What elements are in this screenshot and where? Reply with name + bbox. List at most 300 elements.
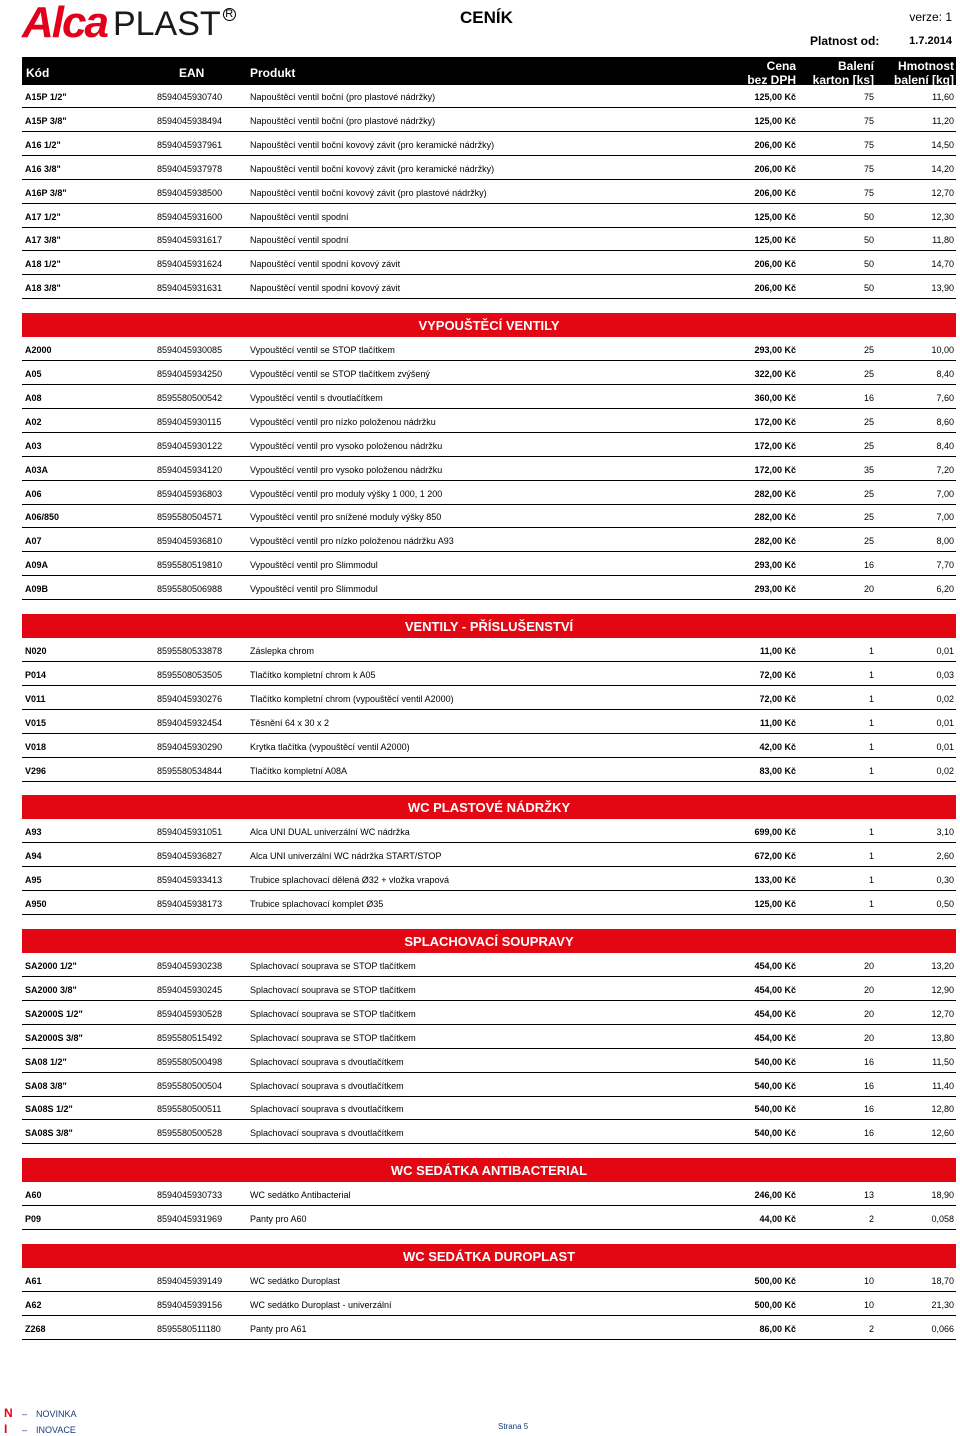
cell-baleni: 1 bbox=[868, 693, 874, 704]
cell-cena: 540,00 Kč bbox=[754, 1080, 796, 1091]
cell-produkt: Splachovací souprava s dvoutlačítkem bbox=[250, 1128, 404, 1139]
cell-ean: 8594045939149 bbox=[157, 1276, 223, 1286]
cell-baleni: 20 bbox=[863, 584, 874, 595]
table-row bbox=[22, 712, 956, 734]
table-row bbox=[22, 821, 956, 843]
col-cena: Cena bbox=[766, 59, 796, 73]
table-row bbox=[22, 1122, 956, 1144]
table-row bbox=[22, 387, 956, 409]
cell-cena: 500,00 Kč bbox=[754, 1299, 796, 1310]
cell-cena: 454,00 Kč bbox=[754, 1008, 796, 1019]
cell-ean: 8595580506988 bbox=[157, 584, 223, 595]
cell-produkt: Vypouštěcí ventil pro Slimmodul bbox=[250, 584, 378, 595]
cell-hmotnost: 11,40 bbox=[932, 1080, 954, 1091]
cell-produkt: Vypouštěcí ventil s dvoutlačítkem bbox=[250, 392, 383, 403]
col-baleni: Balení bbox=[837, 59, 874, 73]
cell-kod: A60 bbox=[25, 1190, 42, 1201]
table-row bbox=[22, 339, 956, 361]
cell-baleni: 1 bbox=[868, 875, 874, 886]
cell-hmotnost: 3,10 bbox=[936, 827, 954, 838]
cell-hmotnost: 0,058 bbox=[931, 1214, 954, 1225]
cell-hmotnost: 0,02 bbox=[936, 765, 954, 776]
table-row bbox=[22, 736, 956, 758]
table-row bbox=[22, 554, 956, 576]
cell-hmotnost: 8,40 bbox=[936, 440, 954, 451]
table-row bbox=[22, 1027, 956, 1049]
cell-baleni: 75 bbox=[863, 115, 874, 126]
section-header: VYPOUŠTĚCÍ VENTILY bbox=[22, 313, 956, 337]
cell-produkt: Vypouštěcí ventil pro nízko položenou nádržku bbox=[250, 416, 436, 427]
cell-cena: 11,00 Kč bbox=[759, 717, 796, 728]
cell-ean: 8594045931969 bbox=[157, 1214, 223, 1225]
cell-produkt: WC sedátko Duroplast bbox=[250, 1276, 341, 1286]
cell-kod: A06 bbox=[25, 488, 42, 499]
cell-cena: 293,00 Kč bbox=[754, 584, 796, 595]
cell-ean: 8594045930122 bbox=[157, 440, 223, 451]
alcaplast-logo bbox=[22, 0, 236, 47]
cell-baleni: 75 bbox=[863, 187, 874, 198]
cell-baleni: 50 bbox=[863, 283, 874, 294]
table-row bbox=[22, 158, 956, 180]
cell-hmotnost: 7,00 bbox=[936, 512, 954, 523]
cell-kod: A08 bbox=[25, 392, 42, 403]
cell-kod: A18 3/8" bbox=[25, 283, 61, 294]
cell-ean: 8594045930290 bbox=[157, 741, 223, 752]
cell-ean: 8595580500498 bbox=[157, 1056, 223, 1067]
table-row bbox=[22, 1075, 956, 1097]
cell-ean: 8594045937961 bbox=[157, 139, 223, 150]
cell-ean: 8594045933413 bbox=[157, 875, 223, 886]
col-baleni-sub: karton [ks] bbox=[812, 73, 874, 87]
cell-cena: 72,00 Kč bbox=[759, 693, 796, 704]
cell-cena: 206,00 Kč bbox=[754, 187, 796, 198]
cell-produkt: Vypouštěcí ventil se STOP tlačítkem zvýšený bbox=[250, 369, 430, 379]
cell-kod: A07 bbox=[25, 536, 42, 547]
cell-baleni: 25 bbox=[863, 369, 874, 379]
cell-baleni: 1 bbox=[868, 646, 874, 656]
cell-ean: 8595580500511 bbox=[157, 1104, 222, 1115]
cell-cena: 454,00 Kč bbox=[754, 961, 796, 971]
cell-baleni: 13 bbox=[863, 1190, 874, 1201]
cell-kod: A94 bbox=[25, 851, 42, 862]
cell-hmotnost: 21,30 bbox=[931, 1299, 954, 1310]
cell-produkt: Vypouštěcí ventil pro vysoko položenou nádržku bbox=[250, 464, 443, 475]
cell-kod: V015 bbox=[25, 717, 47, 728]
cell-kod: SA08S 1/2" bbox=[25, 1104, 73, 1115]
cell-cena: 125,00 Kč bbox=[754, 211, 796, 222]
cell-kod: SA2000S 1/2" bbox=[25, 1008, 83, 1019]
cell-cena: 42,00 Kč bbox=[759, 741, 796, 752]
cell-kod: V018 bbox=[25, 741, 47, 752]
cell-kod: A09B bbox=[25, 584, 49, 595]
cell-produkt: Alca UNI DUAL univerzální WC nádržka bbox=[250, 827, 410, 838]
legend-item bbox=[4, 1422, 76, 1436]
cell-ean: 8594045938500 bbox=[157, 187, 223, 198]
cell-produkt: Tlačítko kompletní chrom k A05 bbox=[250, 669, 376, 680]
cell-cena: 672,00 Kč bbox=[754, 851, 796, 862]
cell-hmotnost: 7,60 bbox=[936, 392, 954, 403]
cell-kod: SA2000 1/2" bbox=[25, 961, 77, 971]
cell-kod: A03A bbox=[25, 464, 49, 475]
cell-ean: 8595580533878 bbox=[157, 646, 223, 656]
cell-kod: A18 1/2" bbox=[25, 259, 61, 270]
cell-hmotnost: 11,50 bbox=[932, 1056, 954, 1067]
cell-produkt: Vypouštěcí ventil pro nízko položenou nádržku A93 bbox=[250, 536, 454, 547]
cell-produkt: Napouštěcí ventil spodní bbox=[250, 235, 349, 246]
table-row bbox=[22, 1184, 956, 1206]
cell-hmotnost: 12,90 bbox=[931, 984, 954, 995]
legend-item bbox=[4, 1406, 77, 1420]
cell-kod: P014 bbox=[25, 669, 47, 680]
cell-produkt: Splachovací souprava se STOP tlačítkem bbox=[250, 1032, 416, 1043]
cell-hmotnost: 14,20 bbox=[931, 163, 954, 174]
cell-baleni: 16 bbox=[863, 1104, 874, 1115]
cell-hmotnost: 6,20 bbox=[936, 584, 954, 595]
cell-produkt: Napouštěcí ventil boční (pro plastové nádržky) bbox=[250, 92, 436, 102]
table-row bbox=[22, 845, 956, 867]
table-row bbox=[22, 182, 956, 204]
cell-produkt: Trubice splachovací komplet Ø35 bbox=[250, 899, 384, 910]
cell-baleni: 1 bbox=[868, 669, 874, 680]
cell-hmotnost: 0,02 bbox=[936, 693, 954, 704]
cell-ean: 8594045930740 bbox=[157, 92, 223, 102]
cell-kod: A16P 3/8" bbox=[25, 187, 67, 198]
cell-ean: 8595580500528 bbox=[157, 1128, 223, 1139]
table-row bbox=[22, 506, 956, 528]
cell-kod: Z268 bbox=[25, 1323, 46, 1334]
cell-hmotnost: 13,20 bbox=[931, 961, 954, 971]
legend-mark: N bbox=[4, 1406, 13, 1420]
col-cena-sub: bez DPH bbox=[747, 73, 796, 87]
cell-produkt: Splachovací souprava se STOP tlačítkem bbox=[250, 984, 416, 995]
cell-kod: SA08 3/8" bbox=[25, 1080, 67, 1091]
cell-kod: SA2000S 3/8" bbox=[25, 1032, 83, 1043]
cell-cena: 125,00 Kč bbox=[754, 115, 796, 126]
cell-hmotnost: 7,00 bbox=[936, 488, 954, 499]
cell-produkt: Splachovací souprava s dvoutlačítkem bbox=[250, 1104, 404, 1115]
cell-hmotnost: 2,60 bbox=[936, 851, 954, 862]
cell-kod: A16 1/2" bbox=[25, 139, 61, 150]
cell-hmotnost: 7,20 bbox=[936, 464, 954, 475]
table-row bbox=[22, 979, 956, 1001]
cell-hmotnost: 0,03 bbox=[936, 669, 954, 680]
section-header: WC SEDÁTKA DUROPLAST bbox=[22, 1244, 956, 1268]
cell-baleni: 16 bbox=[863, 1128, 874, 1139]
cell-produkt: Napouštěcí ventil boční (pro plastové nádržky) bbox=[250, 115, 436, 126]
table-row bbox=[22, 229, 956, 251]
cell-hmotnost: 18,90 bbox=[931, 1190, 954, 1201]
table-row bbox=[22, 206, 956, 228]
cell-baleni: 25 bbox=[863, 345, 874, 356]
cell-produkt: Napouštěcí ventil spodní kovový závit bbox=[250, 259, 401, 270]
cell-ean: 8595580534844 bbox=[157, 765, 223, 776]
table-row bbox=[22, 459, 956, 481]
cell-cena: 540,00 Kč bbox=[754, 1104, 796, 1115]
cell-cena: 246,00 Kč bbox=[754, 1190, 796, 1201]
legend-mark: I bbox=[4, 1422, 8, 1436]
table-row bbox=[22, 1208, 956, 1230]
cell-produkt: Těsnění 64 x 30 x 2 bbox=[250, 717, 330, 728]
cell-kod: A62 bbox=[25, 1299, 42, 1310]
cell-kod: A15P 1/2" bbox=[25, 92, 67, 102]
cell-cena: 454,00 Kč bbox=[754, 1032, 796, 1043]
col-hmotnost: Hmotnost bbox=[898, 59, 954, 73]
cell-cena: 699,00 Kč bbox=[754, 827, 796, 838]
cell-hmotnost: 0,50 bbox=[936, 899, 954, 910]
cell-produkt: Vypouštěcí ventil pro vysoko položenou nádržku bbox=[250, 440, 443, 451]
cell-hmotnost: 7,70 bbox=[936, 560, 954, 571]
cell-kod: A95 bbox=[25, 875, 42, 886]
validity-date: 1.7.2014 bbox=[909, 35, 952, 47]
cell-ean: 8594045936803 bbox=[157, 488, 223, 499]
cell-baleni: 1 bbox=[868, 741, 874, 752]
cell-hmotnost: 0,01 bbox=[936, 717, 954, 728]
table-row bbox=[22, 1098, 956, 1120]
cell-hmotnost: 0,30 bbox=[936, 875, 954, 886]
cell-baleni: 50 bbox=[863, 235, 874, 246]
cell-produkt: Napouštěcí ventil spodní bbox=[250, 211, 349, 222]
cell-hmotnost: 8,60 bbox=[936, 416, 954, 427]
cell-baleni: 20 bbox=[863, 961, 874, 971]
cell-ean: 8594045930245 bbox=[157, 984, 223, 995]
cell-cena: 125,00 Kč bbox=[754, 899, 796, 910]
section-header: SPLACHOVACÍ SOUPRAVY bbox=[22, 929, 956, 953]
cell-ean: 8594045931600 bbox=[157, 211, 223, 222]
cell-baleni: 1 bbox=[868, 827, 874, 838]
cell-cena: 206,00 Kč bbox=[754, 139, 796, 150]
cell-ean: 8594045931631 bbox=[157, 283, 223, 294]
cell-produkt: Napouštěcí ventil boční kovový závit (pro plastové nádržky) bbox=[250, 187, 487, 198]
cell-baleni: 50 bbox=[863, 259, 874, 270]
table-row bbox=[22, 1318, 956, 1340]
cell-cena: 125,00 Kč bbox=[754, 92, 796, 102]
table-row bbox=[22, 664, 956, 686]
cell-hmotnost: 13,90 bbox=[931, 283, 954, 294]
cell-produkt: Alca UNI univerzální WC nádržka START/STOP bbox=[250, 851, 442, 862]
cell-ean: 8595580504571 bbox=[157, 512, 223, 523]
col-produkt: Produkt bbox=[250, 66, 296, 80]
cell-ean: 8595508053505 bbox=[157, 669, 223, 680]
logo-word-plast: PLAST bbox=[112, 5, 221, 43]
cell-cena: 206,00 Kč bbox=[754, 163, 796, 174]
cell-kod: A2000 bbox=[25, 345, 52, 356]
table-row bbox=[22, 1003, 956, 1025]
cell-kod: A17 3/8" bbox=[25, 235, 61, 246]
cell-kod: V011 bbox=[25, 693, 46, 704]
cell-produkt: Splachovací souprava se STOP tlačítkem bbox=[250, 1008, 416, 1019]
cell-baleni: 20 bbox=[863, 984, 874, 995]
cell-baleni: 25 bbox=[863, 536, 874, 547]
cell-ean: 8594045930733 bbox=[157, 1190, 223, 1201]
cell-cena: 133,00 Kč bbox=[754, 875, 796, 886]
col-hmotnost-sub: balení [kg] bbox=[893, 73, 954, 87]
cell-cena: 206,00 Kč bbox=[754, 283, 796, 294]
table-row bbox=[22, 363, 956, 385]
table-row bbox=[22, 893, 956, 915]
cell-cena: 72,00 Kč bbox=[759, 669, 796, 680]
cell-cena: 500,00 Kč bbox=[754, 1276, 796, 1286]
cell-ean: 8594045936827 bbox=[157, 851, 223, 862]
cell-ean: 8595580515492 bbox=[157, 1032, 223, 1043]
cell-cena: 282,00 Kč bbox=[754, 488, 796, 499]
cell-kod: N020 bbox=[25, 646, 47, 656]
cell-kod: A02 bbox=[25, 416, 42, 427]
cell-kod: A15P 3/8" bbox=[25, 115, 67, 126]
cell-kod: A16 3/8" bbox=[25, 163, 61, 174]
cell-baleni: 16 bbox=[863, 392, 874, 403]
cell-ean: 8595580500542 bbox=[157, 392, 223, 403]
legend-text: INOVACE bbox=[36, 1425, 76, 1435]
table-row bbox=[22, 134, 956, 156]
cell-hmotnost: 8,40 bbox=[936, 369, 954, 379]
cell-cena: 11,00 Kč bbox=[759, 646, 796, 656]
cell-cena: 540,00 Kč bbox=[754, 1056, 796, 1067]
cell-baleni: 75 bbox=[863, 163, 874, 174]
validity-label: Platnost od: bbox=[810, 34, 880, 48]
cell-hmotnost: 12,70 bbox=[931, 187, 954, 198]
table-row bbox=[22, 110, 956, 132]
table-row bbox=[22, 277, 956, 299]
cell-baleni: 25 bbox=[863, 416, 874, 427]
cell-hmotnost: 11,20 bbox=[932, 115, 954, 126]
cell-cena: 282,00 Kč bbox=[754, 536, 796, 547]
cell-cena: 172,00 Kč bbox=[754, 440, 796, 451]
table-row bbox=[22, 530, 956, 552]
cell-kod: P09 bbox=[25, 1214, 42, 1225]
cell-produkt: Vypouštěcí ventil pro snížené moduly výšky 850 bbox=[250, 512, 442, 523]
table-row bbox=[22, 578, 956, 600]
cell-hmotnost: 10,00 bbox=[931, 345, 954, 356]
cell-ean: 8594045938173 bbox=[157, 899, 223, 910]
cell-produkt: Krytka tlačítka (vypouštěcí ventil A2000) bbox=[250, 741, 410, 752]
cell-hmotnost: 12,70 bbox=[931, 1008, 954, 1019]
cell-kod: A06/850 bbox=[25, 512, 60, 523]
cell-cena: 293,00 Kč bbox=[754, 345, 796, 356]
col-ean: EAN bbox=[179, 66, 205, 80]
cell-cena: 86,00 Kč bbox=[759, 1323, 796, 1334]
cell-produkt: Záslepka chrom bbox=[250, 646, 315, 656]
cell-hmotnost: 12,60 bbox=[931, 1128, 954, 1139]
cell-cena: 454,00 Kč bbox=[754, 984, 796, 995]
cell-ean: 8594045932454 bbox=[157, 717, 223, 728]
cell-ean: 8595580500504 bbox=[157, 1080, 223, 1091]
registered-mark: R bbox=[223, 8, 236, 21]
legend-text: NOVINKA bbox=[36, 1409, 77, 1419]
section-header: WC SEDÁTKA ANTIBACTERIAL bbox=[22, 1158, 956, 1182]
cell-produkt: Panty pro A60 bbox=[250, 1214, 307, 1225]
cell-baleni: 25 bbox=[863, 488, 874, 499]
cell-baleni: 10 bbox=[863, 1276, 874, 1286]
cell-baleni: 2 bbox=[868, 1214, 874, 1225]
cell-ean: 8594045930276 bbox=[157, 693, 223, 704]
table-row bbox=[22, 1051, 956, 1073]
cell-baleni: 25 bbox=[863, 512, 874, 523]
cell-cena: 206,00 Kč bbox=[754, 259, 796, 270]
cell-produkt: WC sedátko Duroplast - univerzální bbox=[250, 1299, 392, 1310]
table-row bbox=[22, 955, 956, 977]
table-row bbox=[22, 483, 956, 505]
table-row bbox=[22, 688, 956, 710]
cell-ean: 8594045931617 bbox=[157, 235, 223, 246]
cell-ean: 8594045930528 bbox=[157, 1008, 223, 1019]
cell-kod: A93 bbox=[25, 827, 42, 838]
cell-baleni: 25 bbox=[863, 440, 874, 451]
cell-kod: A17 1/2" bbox=[25, 211, 61, 222]
table-row bbox=[22, 435, 956, 457]
cell-kod: SA08 1/2" bbox=[25, 1056, 67, 1067]
cell-produkt: Vypouštěcí ventil pro moduly výšky 1 000, 1 200 bbox=[250, 488, 443, 499]
table-row bbox=[22, 640, 956, 662]
cell-produkt: Tlačítko kompletní chrom (vypouštěcí ventil A2000) bbox=[250, 693, 454, 704]
cell-ean: 8594045934250 bbox=[157, 369, 223, 379]
cell-ean: 8594045938494 bbox=[157, 115, 223, 126]
logo-word-alca: Alca bbox=[22, 0, 107, 47]
cell-baleni: 75 bbox=[863, 139, 874, 150]
section-header: WC PLASTOVÉ NÁDRŽKY bbox=[22, 795, 956, 819]
cell-baleni: 20 bbox=[863, 1008, 874, 1019]
cell-baleni: 16 bbox=[863, 560, 874, 571]
cell-ean: 8594045939156 bbox=[157, 1299, 223, 1310]
cell-cena: 44,00 Kč bbox=[759, 1214, 796, 1225]
section-header: VENTILY - PŘÍSLUŠENSTVÍ bbox=[22, 614, 956, 638]
cell-cena: 540,00 Kč bbox=[754, 1128, 796, 1139]
table-row bbox=[22, 411, 956, 433]
cell-ean: 8595580511180 bbox=[157, 1323, 221, 1334]
cell-ean: 8594045931624 bbox=[157, 259, 223, 270]
cell-baleni: 1 bbox=[868, 899, 874, 910]
cell-produkt: Napouštěcí ventil spodní kovový závit bbox=[250, 283, 401, 294]
cell-baleni: 10 bbox=[863, 1299, 874, 1310]
cell-produkt: WC sedátko Antibacterial bbox=[250, 1190, 351, 1201]
cell-hmotnost: 13,80 bbox=[931, 1032, 954, 1043]
cell-hmotnost: 12,80 bbox=[931, 1104, 954, 1115]
cell-cena: 172,00 Kč bbox=[754, 416, 796, 427]
cell-cena: 360,00 Kč bbox=[754, 392, 796, 403]
cell-kod: SA08S 3/8" bbox=[25, 1128, 73, 1139]
cell-ean: 8594045930085 bbox=[157, 345, 223, 356]
cell-baleni: 35 bbox=[863, 464, 874, 475]
cell-ean: 8594045931051 bbox=[157, 827, 223, 838]
table-row bbox=[22, 86, 956, 108]
table-row bbox=[22, 869, 956, 891]
cell-baleni: 1 bbox=[868, 717, 874, 728]
cell-hmotnost: 0,01 bbox=[936, 741, 954, 752]
table-row bbox=[22, 253, 956, 275]
cell-hmotnost: 14,50 bbox=[931, 139, 954, 150]
cell-kod: V296 bbox=[25, 765, 47, 776]
cell-cena: 293,00 Kč bbox=[754, 560, 796, 571]
cell-baleni: 50 bbox=[863, 211, 874, 222]
cell-baleni: 2 bbox=[868, 1323, 874, 1334]
cell-ean: 8595580519810 bbox=[157, 560, 223, 571]
version-label: verze: 1 bbox=[909, 10, 952, 24]
cell-kod: SA2000 3/8" bbox=[25, 984, 77, 995]
table-row bbox=[22, 1294, 956, 1316]
cell-kod: A09A bbox=[25, 560, 49, 571]
cell-ean: 8594045936810 bbox=[157, 536, 223, 547]
cell-produkt: Panty pro A61 bbox=[250, 1323, 307, 1334]
cell-hmotnost: 8,00 bbox=[936, 536, 954, 547]
cell-produkt: Tlačítko kompletní A08A bbox=[250, 765, 348, 776]
cell-hmotnost: 11,80 bbox=[932, 235, 954, 246]
cell-ean: 8594045937978 bbox=[157, 163, 223, 174]
cell-produkt: Vypouštěcí ventil se STOP tlačítkem bbox=[250, 345, 395, 356]
cell-kod: A61 bbox=[25, 1276, 42, 1286]
cell-produkt: Vypouštěcí ventil pro Slimmodul bbox=[250, 560, 378, 571]
cell-ean: 8594045930115 bbox=[157, 416, 222, 427]
cell-hmotnost: 14,70 bbox=[931, 259, 954, 270]
cell-baleni: 20 bbox=[863, 1032, 874, 1043]
